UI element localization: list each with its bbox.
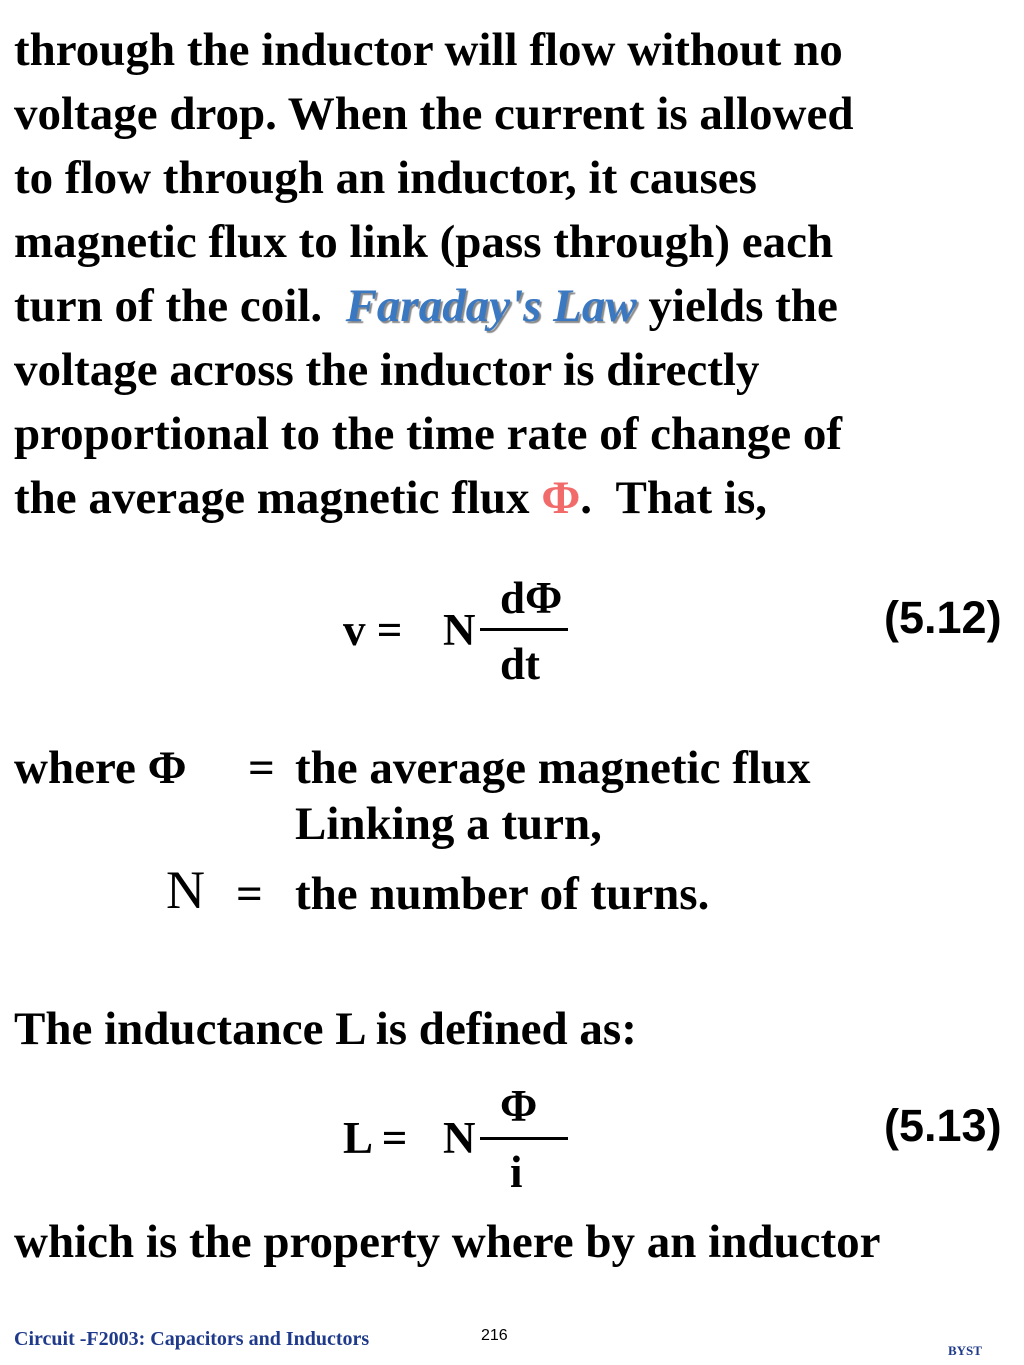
paragraph-text: . That is, <box>580 472 768 524</box>
definition-text: Linking a turn, <box>295 798 602 850</box>
flux-symbol: Φ <box>541 472 581 524</box>
paragraph-line: to flow through an inductor, it causes <box>14 152 757 204</box>
inductance-intro: The inductance L is defined as: <box>14 1003 637 1055</box>
fraction-bar <box>480 628 568 631</box>
equation-coefficient: N <box>443 1113 476 1163</box>
fraction-denominator: dt <box>500 639 541 689</box>
fraction-denominator: i <box>510 1147 523 1197</box>
paragraph-text: the average magnetic flux <box>14 472 542 524</box>
definition-text: the number of turns. <box>295 868 710 920</box>
faraday-law-link[interactable]: Faraday's Law <box>345 280 637 332</box>
footer-brand: BYST <box>948 1343 982 1358</box>
paragraph-line: voltage drop. When the current is allowed <box>14 88 854 140</box>
paragraph-line <box>14 466 1014 530</box>
equals-sign: = <box>236 868 263 920</box>
closing-line: which is the property where by an inductor <box>14 1216 881 1268</box>
paragraph-line: magnetic flux to link (pass through) each <box>14 216 834 268</box>
turns-symbol: N <box>166 860 205 920</box>
equation-lhs: L = <box>343 1113 408 1163</box>
equation-coefficient: N <box>443 605 476 655</box>
footer-title: Circuit -F2003: Capacitors and Inductors <box>14 1328 370 1350</box>
where-label: where Φ <box>14 742 187 794</box>
equation-lhs: v = <box>343 605 403 655</box>
equation-number: (5.13) <box>884 1100 1002 1151</box>
fraction-numerator: Φ <box>500 1081 538 1131</box>
page-number: 216 <box>481 1327 508 1344</box>
paragraph-line: voltage across the inductor is directly <box>14 344 760 396</box>
paragraph-text: turn of the coil. <box>14 280 346 332</box>
equation-number: (5.12) <box>884 592 1002 643</box>
fraction-bar <box>480 1137 568 1140</box>
paragraph-line: through the inductor will flow without no <box>14 24 843 76</box>
fraction-numerator: dΦ <box>500 573 563 623</box>
body-paragraph <box>14 18 1014 530</box>
equals-sign: = <box>248 742 275 794</box>
definition-text: the average magnetic flux <box>295 742 811 794</box>
paragraph-text: yields the <box>636 280 838 332</box>
paragraph-line <box>14 274 1014 338</box>
paragraph-line: proportional to the time rate of change of <box>14 408 843 460</box>
